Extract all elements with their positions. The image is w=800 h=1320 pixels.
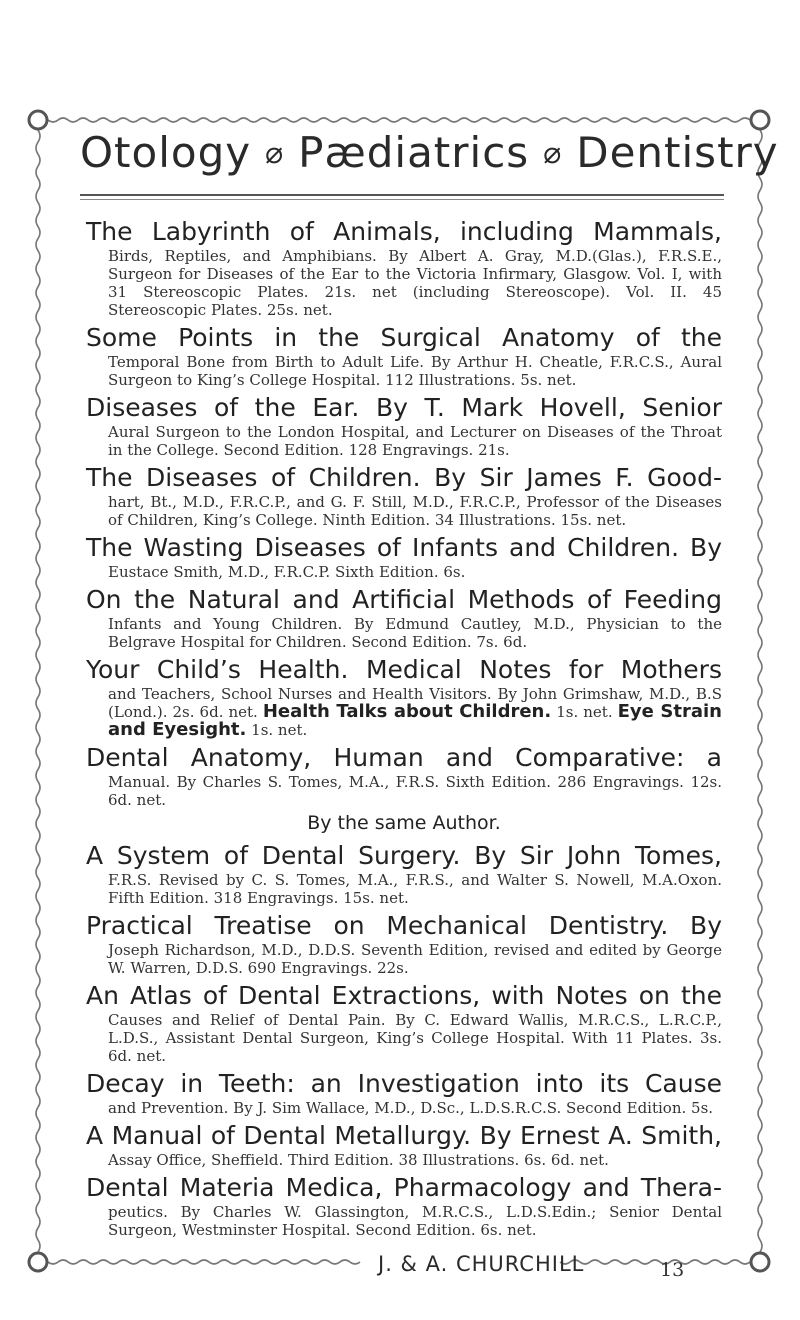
book-entry [86,216,722,319]
header-rule [80,194,724,196]
page-number: 13 [660,1259,685,1281]
book-entry [86,840,722,907]
book-title: The Labyrinth of Animals, including Mammals, [86,217,722,246]
book-title: Dental Anatomy, Human and Comparative: a [86,743,722,772]
book-description: Causes and Relief of Dental Pain. By C. Edward Wallis, M.R.C.S., L.R.C.P., L.D.S., Assistant Dental Surgeon, King’s College Hospital. With 11 Plates. 3s. 6d. net. [108,1011,722,1065]
section-header [80,128,779,177]
corner-ring-bottom-right [751,1253,769,1271]
book-description: Birds, Reptiles, and Amphibians. By Albert A. Gray, M.D.(Glas.), F.R.S.E., Surgeon for Diseases of the Ear to the Victoria Infirmary, Glasgow. Vol. I, with 31 Stereoscopic Plates. 21s. net (including Stereoscope). Vol. II. 45 Stereoscopic Plates. 25s. net. [108,247,722,319]
book-description: Aural Surgeon to the London Hospital, and Lecturer on Diseases of the Throat in the College. Second Edition. 128 Engravings. 21s. [108,423,722,459]
book-title: Your Child’s Health. Medical Notes for Mothers [86,655,722,684]
book-title: A System of Dental Surgery. By Sir John Tomes, [86,841,722,870]
book-description [86,685,722,739]
corner-ring-bottom-left [29,1253,47,1271]
book-title: An Atlas of Dental Extractions, with Notes on the [86,981,722,1010]
book-entry [86,654,722,739]
header-separator: ⌀ [543,136,563,171]
book-entry [86,462,722,529]
inline-title: Health Talks about Children. [262,701,552,722]
book-title: Diseases of the Ear. By T. Mark Hovell, Senior [86,393,722,422]
book-description: peutics. By Charles W. Glassington, M.R.C.S., L.D.S.Edin.; Senior Dental Surgeon, Westminster Hospital. Second Edition. 6s. net. [108,1203,722,1239]
publisher-footer: J. & A. CHURCHILL [378,1252,585,1276]
book-title: The Diseases of Children. By Sir James F. Good- [86,463,722,492]
book-entry [86,1068,722,1117]
book-description: Eustace Smith, M.D., F.R.C.P. Sixth Edition. 6s. [108,563,466,581]
book-entry [86,532,722,581]
book-entry [86,1172,722,1239]
book-entry [86,584,722,651]
book-title: Dental Materia Medica, Pharmacology and Thera- [86,1173,722,1202]
book-description: Temporal Bone from Birth to Adult Life. By Arthur H. Cheatle, F.R.C.S., Aural Surgeon to King’s College Hospital. 112 Illustrations. 5s. net. [108,353,722,389]
header-rule [80,199,724,200]
book-title: On the Natural and Artificial Methods of Feeding [86,585,722,614]
book-title: Some Points in the Surgical Anatomy of the [86,323,722,352]
book-entry [86,1120,722,1169]
desc-text: and Teachers, School Nurses and Health Visitors. By John Grimshaw, M.D., B.S (Lond.). 2s. 6d. net. [108,685,722,721]
book-description: hart, Bt., M.D., F.R.C.P., and G. F. Still, M.D., F.R.C.P., Professor of the Diseases of Children, King’s College. Ninth Edition. 34 Illustrations. 15s. net. [108,493,722,529]
header-separator: ⌀ [265,136,285,171]
header-paediatrics: Pædiatrics [298,128,530,177]
book-list [86,216,722,1242]
book-title: Decay in Teeth: an Investigation into its Cause [86,1069,722,1098]
book-description: Assay Office, Sheffield. Third Edition. 38 Illustrations. 6s. 6d. net. [108,1151,609,1169]
book-entry [86,910,722,977]
desc-text: 1s. net. [251,721,308,739]
book-description: Manual. By Charles S. Tomes, M.A., F.R.S. Sixth Edition. 286 Engravings. 12s. 6d. net. [108,773,722,809]
book-description: Infants and Young Children. By Edmund Cautley, M.D., Physician to the Belgrave Hospital for Children. Second Edition. 7s. 6d. [108,615,722,651]
same-author-note: By the same Author. [307,812,501,834]
book-title: Practical Treatise on Mechanical Dentistry. By [86,911,722,940]
book-title: The Wasting Diseases of Infants and Children. By [86,533,722,562]
book-title: A Manual of Dental Metallurgy. By Ernest A. Smith, [86,1121,722,1150]
book-description: Joseph Richardson, M.D., D.D.S. Seventh Edition, revised and edited by George W. Warren, D.D.S. 690 Engravings. 22s. [108,941,722,977]
book-description: and Prevention. By J. Sim Wallace, M.D., D.Sc., L.D.S.R.C.S. Second Edition. 5s. [108,1099,714,1117]
corner-ring-top-left [29,111,47,129]
book-entry [86,392,722,459]
book-description: F.R.S. Revised by C. S. Tomes, M.A., F.R.S., and Walter S. Nowell, M.A.Oxon. Fifth Edition. 318 Engravings. 15s. net. [108,871,722,907]
inline-title: Eye Strain and Eyesight. [108,701,722,740]
corner-ring-top-right [751,111,769,129]
book-entry [86,322,722,389]
header-otology: Otology [80,128,252,177]
header-dentistry: Dentistry [576,128,779,177]
desc-text: 1s. net. [556,703,613,721]
book-entry [86,742,722,809]
book-entry [86,980,722,1065]
